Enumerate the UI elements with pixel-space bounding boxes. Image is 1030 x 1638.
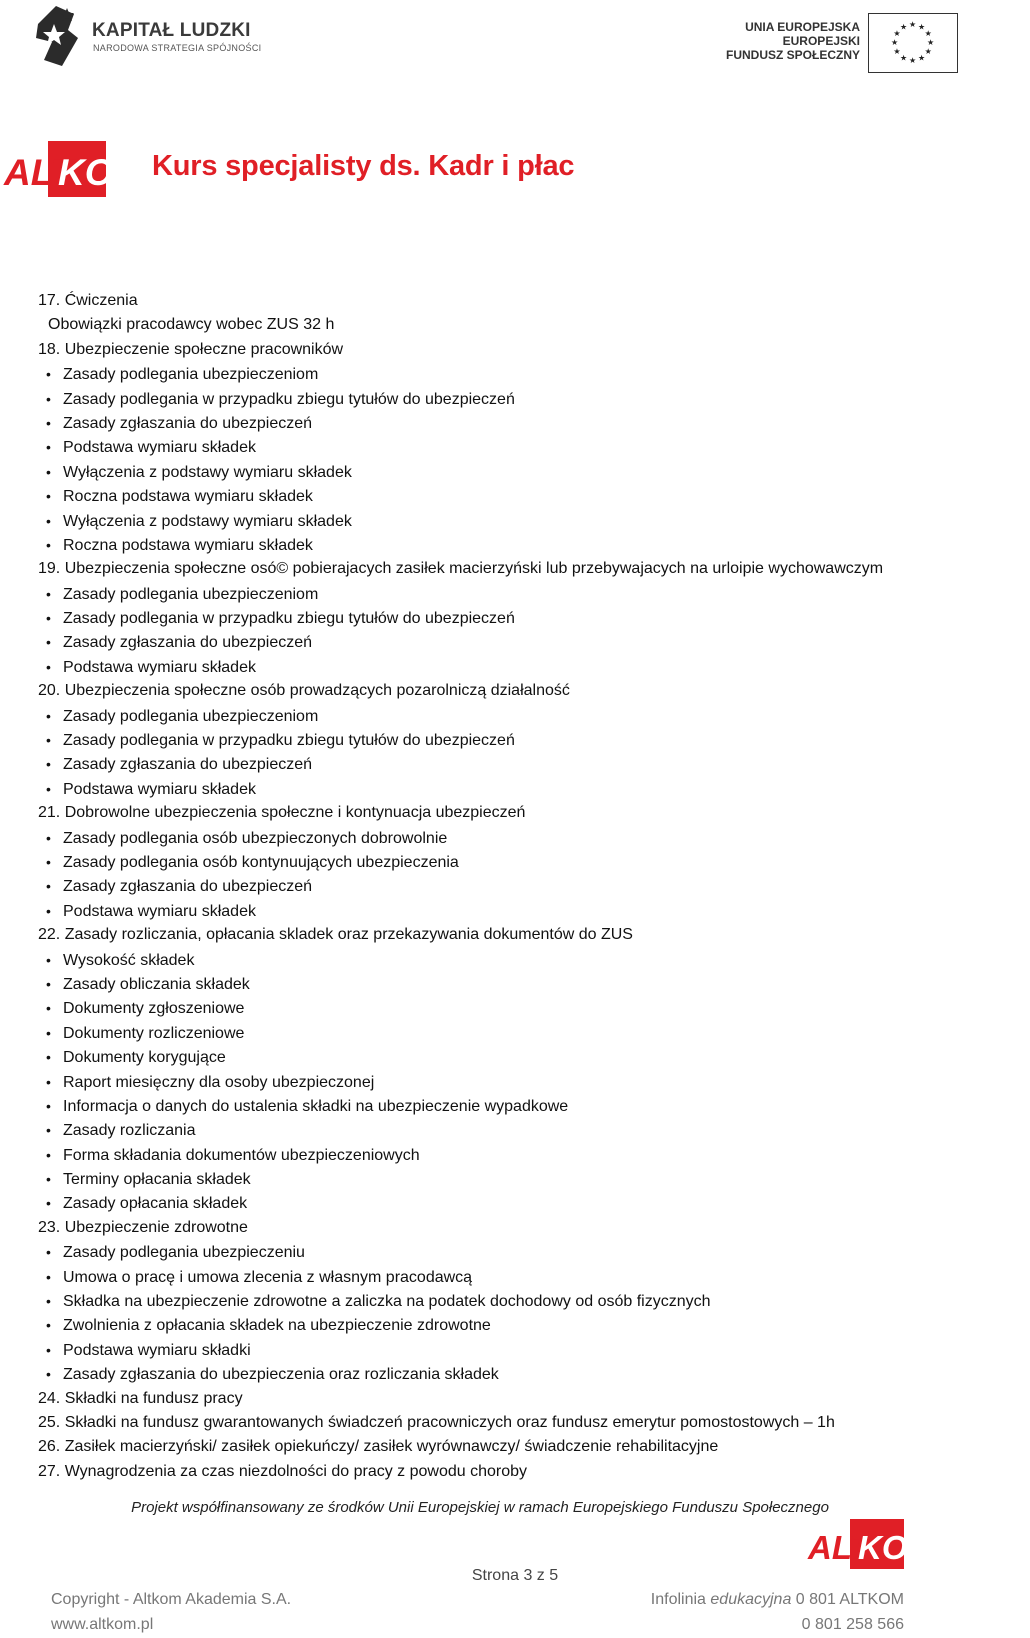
list-item-text: Wysokość składek	[63, 951, 195, 969]
infolinia-label: Infolinia	[650, 1591, 706, 1608]
eu-star-icon: ★	[891, 38, 899, 47]
list-item-text: 22. Zasady rozliczania, opłacania skladek oraz przekazywania dokumentów do ZUS	[38, 926, 633, 944]
list-item-text: Wyłączenia z podstawy wymiaru składek	[63, 512, 352, 530]
list-item-text: Raport miesięczny dla osoby ubezpieczonej	[63, 1073, 375, 1091]
list-item-bullet	[38, 996, 938, 1020]
list-item-bullet	[38, 704, 938, 728]
list-item-text: 18. Ubezpieczenie społeczne pracowników	[38, 340, 344, 358]
list-item-text: 21. Dobrowolne ubezpieczenia społeczne i kontynuacja ubezpieczeń	[38, 804, 526, 822]
list-item-bullet	[38, 1070, 938, 1094]
list-item-text: Zasady zgłaszania do ubezpieczeń	[63, 878, 313, 896]
section-heading	[38, 1435, 938, 1459]
list-item-bullet	[38, 362, 938, 386]
list-item-text: 26. Zasiłek macierzyński/ zasiłek opiekuńczy/ zasiłek wyrównawczy/ świadczenie rehabilitacyjne	[38, 1438, 719, 1456]
eu-stars-icon	[869, 14, 956, 71]
eu-star-icon: ★	[909, 20, 917, 29]
list-item-text: Zasady zgłaszania do ubezpieczeń	[63, 634, 313, 652]
list-item-bullet	[38, 728, 938, 752]
infolinia-number: 0 801 ALTKOM	[795, 1591, 904, 1608]
list-item-bullet	[38, 1191, 938, 1215]
list-item-text: Umowa o pracę i umowa zlecenia z własnym pracodawcą	[63, 1268, 473, 1286]
svg-text:KOM: KOM	[58, 152, 145, 193]
kapital-ludzki-subtitle: NARODOWA STRATEGIA SPÓJNOŚCI	[93, 43, 262, 53]
list-item-text: 19. Ubezpieczenia społeczne osó© pobierajacych zasiłek macierzyński lub przebywajacych na urloipie wychowawczym	[38, 560, 884, 578]
list-item-bullet	[38, 1143, 938, 1167]
list-item-bullet	[38, 484, 938, 508]
list-item-bullet	[38, 435, 938, 459]
eu-star-icon: ★	[924, 47, 932, 56]
infolinia	[651, 1591, 904, 1609]
eu-star-icon: ★	[927, 38, 935, 47]
list-item-sub	[38, 313, 938, 337]
copyright: Copyright - Altkom Akademia S.A.	[51, 1591, 292, 1608]
list-item-bullet	[38, 1362, 938, 1386]
list-item-text: Forma składania dokumentów ubezpieczeniowych	[63, 1146, 420, 1164]
eu-star-icon: ★	[924, 29, 932, 38]
list-item-text: 24. Składki na fundusz pracy	[38, 1389, 243, 1407]
list-item-bullet	[38, 1021, 938, 1045]
section-heading	[38, 1387, 938, 1411]
list-item-text: Zasady podlegania osób ubezpieczonych dobrowolnie	[63, 829, 448, 847]
list-item-bullet	[38, 948, 938, 972]
section-heading	[38, 801, 938, 825]
eu-star-icon: ★	[918, 22, 926, 32]
course-title: Kurs specjalisty ds. Kadr i płac	[152, 150, 575, 182]
list-item-bullet	[38, 752, 938, 776]
list-item-text: Podstawa wymiaru składek	[63, 780, 256, 798]
list-item-text: Zasady obliczania składek	[63, 975, 250, 993]
list-item-text: Zasady podlegania w przypadku zbiegu tytułów do ubezpieczeń	[63, 390, 515, 408]
list-item-text: Zasady podlegania ubezpieczeniom	[63, 366, 319, 384]
list-item-text: Dokumenty zgłoszeniowe	[63, 1000, 245, 1018]
list-item-text: Podstawa wymiaru składek	[63, 439, 256, 457]
eu-line-1: UNIA EUROPEJSKA	[745, 20, 860, 34]
list-item-bullet	[38, 777, 938, 801]
list-item-text: 17. Ćwiczenia	[38, 292, 138, 309]
list-item-bullet	[38, 411, 938, 435]
list-item-text: Roczna podstawa wymiaru składek	[63, 488, 313, 506]
list-item-bullet	[38, 1240, 938, 1264]
altkom-logo-icon	[2, 141, 145, 197]
altkom-footer-logo-icon	[808, 1519, 935, 1569]
list-item-bullet	[38, 1094, 938, 1118]
altkom-footer-logo	[808, 1519, 935, 1569]
list-item-bullet	[38, 630, 938, 654]
list-item-text: 27. Wynagrodzenia za czas niezdolności do pracy z powodu choroby	[38, 1462, 528, 1480]
list-item-bullet	[38, 509, 938, 533]
section-heading	[38, 289, 938, 313]
list-item-text: Podstawa wymiaru składek	[63, 902, 256, 920]
website-link[interactable]: www.altkom.pl	[51, 1616, 154, 1633]
list-item-text: Informacja o danych do ustalenia składki na ubezpieczenie wypadkowe	[63, 1097, 569, 1115]
list-item-bullet	[38, 1265, 938, 1289]
list-item-bullet	[38, 1118, 938, 1142]
phone-number: 0 801 258 566	[801, 1616, 904, 1633]
list-item-text: Zasady podlegania ubezpieczeniom	[63, 707, 319, 725]
list-item-bullet	[38, 655, 938, 679]
syllabus-list	[38, 289, 938, 1484]
eu-flag-icon	[868, 13, 958, 73]
project-cofinancing-note: Projekt współfinansowany ze środków Unii Europejskiej w ramach Europejskiego Funduszu Społecznego	[131, 1499, 829, 1516]
list-item-text: Zasady zgłaszania do ubezpieczenia oraz rozliczania składek	[63, 1366, 499, 1384]
list-item-text: Zwolnienia z opłacania składek na ubezpieczenie zdrowotne	[63, 1317, 491, 1335]
eu-line-3: FUNDUSZ SPOŁECZNY	[725, 48, 860, 62]
list-item-text: Zasady podlegania w przypadku zbiegu tytułów do ubezpieczeń	[63, 732, 515, 750]
eu-star-icon: ★	[918, 53, 926, 63]
eu-fund-text	[700, 20, 860, 62]
list-item-bullet	[38, 533, 938, 557]
list-item-bullet	[38, 582, 938, 606]
section-heading	[38, 1216, 938, 1240]
list-item-text: Terminy opłacania składek	[63, 1171, 251, 1189]
list-item-text: Wyłączenia z podstawy wymiaru składek	[63, 463, 352, 481]
eu-line-2: EUROPEJSKI	[782, 34, 860, 48]
kapital-ludzki-name: KAPITAŁ LUDZKI	[92, 20, 251, 41]
list-item-bullet	[38, 874, 938, 898]
section-heading	[38, 557, 938, 581]
infolinia-em: edukacyjna	[710, 1591, 792, 1608]
eu-star-icon: ★	[900, 22, 908, 32]
section-heading	[38, 923, 938, 947]
list-item-bullet	[38, 850, 938, 874]
list-item-text: Zasady podlegania ubezpieczeniu	[63, 1244, 305, 1262]
list-item-bullet	[38, 972, 938, 996]
list-item-text: Dokumenty rozliczeniowe	[63, 1024, 245, 1042]
page-number: Strona 3 z 5	[471, 1567, 559, 1584]
list-item-text: Dokumenty korygujące	[63, 1049, 226, 1067]
list-item-text: 25. Składki na fundusz gwarantowanych świadczeń pracowniczych oraz fundusz emerytur pomostostowych – 1h	[38, 1413, 835, 1431]
svg-text:ALT: ALT	[4, 152, 74, 193]
list-item-bullet	[38, 826, 938, 850]
altkom-logo	[2, 141, 145, 197]
list-item-text: Zasady opłacania składek	[63, 1195, 248, 1213]
list-item-bullet	[38, 387, 938, 411]
list-item-text: Obowiązki pracodawcy wobec ZUS 32 h	[48, 316, 335, 334]
list-item-text: 20. Ubezpieczenia społeczne osób prowadzących pozarolniczą działalność	[38, 682, 570, 700]
list-item-text: Zasady rozliczania	[63, 1122, 196, 1140]
eu-star-icon: ★	[900, 53, 908, 63]
list-item-bullet	[38, 606, 938, 630]
list-item-text: Składka na ubezpieczenie zdrowotne a zaliczka na podatek dochodowy od osób fizycznych	[63, 1293, 711, 1311]
svg-text:ALT: ALT	[808, 1529, 870, 1566]
eu-star-icon: ★	[893, 29, 901, 38]
section-heading	[38, 1411, 938, 1435]
list-item-bullet	[38, 1338, 938, 1362]
list-item-bullet	[38, 1313, 938, 1337]
eu-star-icon: ★	[909, 56, 917, 65]
list-item-text: Podstawa wymiaru składki	[63, 1341, 251, 1359]
list-item-text: Zasady podlegania osób kontynuujących ubezpieczenia	[63, 853, 459, 871]
kapital-ludzki-emblem-icon	[34, 4, 94, 70]
section-heading	[38, 338, 938, 362]
list-item-text: Zasady zgłaszania do ubezpieczeń	[63, 756, 313, 774]
section-heading	[38, 1460, 938, 1484]
list-item-bullet	[38, 460, 938, 484]
section-heading	[38, 679, 938, 703]
list-item-bullet	[38, 1045, 938, 1069]
list-item-bullet	[38, 899, 938, 923]
list-item-text: 23. Ubezpieczenie zdrowotne	[38, 1218, 248, 1236]
list-item-text: Zasady zgłaszania do ubezpieczeń	[63, 414, 313, 432]
list-item-text: Podstawa wymiaru składek	[63, 658, 256, 676]
svg-text:KOM: KOM	[858, 1529, 935, 1566]
list-item-bullet	[38, 1289, 938, 1313]
eu-star-icon: ★	[893, 47, 901, 56]
list-item-bullet	[38, 1167, 938, 1191]
list-item-text: Zasady podlegania w przypadku zbiegu tytułów do ubezpieczeń	[63, 610, 515, 628]
list-item-text: Roczna podstawa wymiaru składek	[63, 536, 313, 554]
list-item-text: Zasady podlegania ubezpieczeniom	[63, 585, 319, 603]
